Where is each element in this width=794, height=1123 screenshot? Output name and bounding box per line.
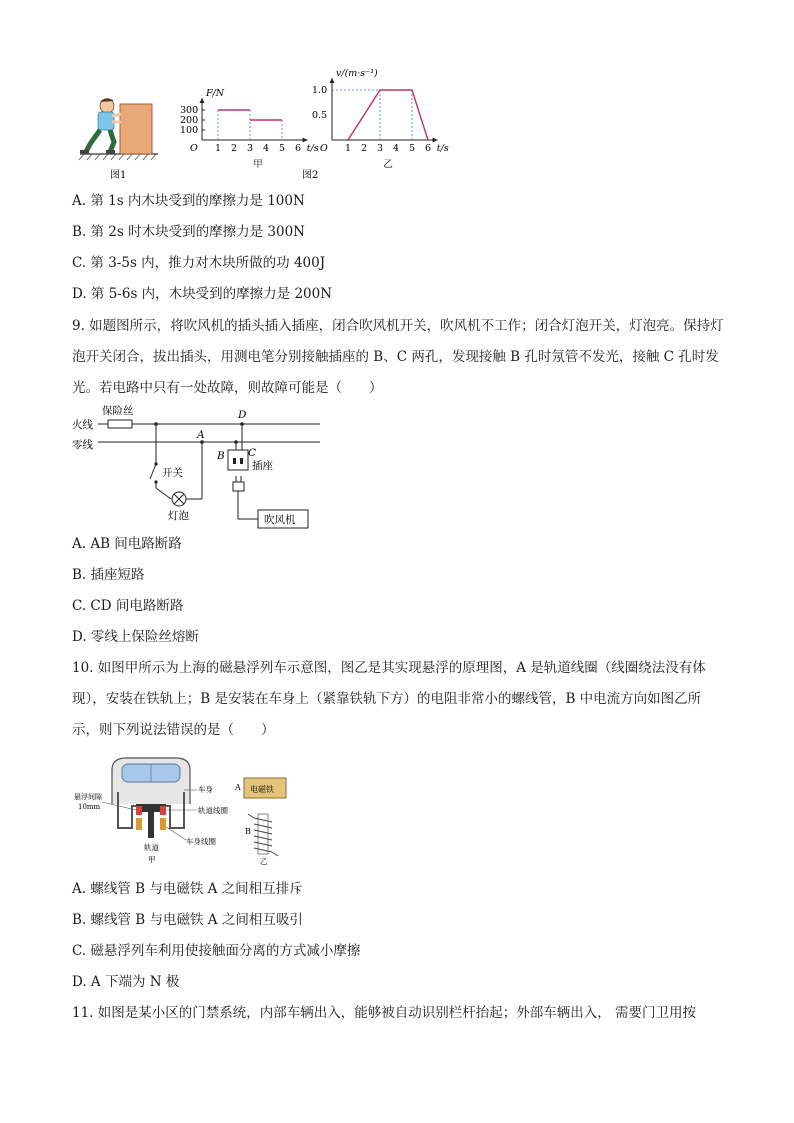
maglev-train-cross-section	[112, 758, 190, 838]
car-coil-label: 车身线圈	[186, 837, 216, 846]
q9-option-c: C. CD 间电路断路	[72, 598, 184, 614]
fig2-caption: 图2	[302, 170, 319, 181]
q10-option-d: D. A 下端为 N 极	[72, 974, 180, 990]
q9-option-a: A. AB 间电路断路	[72, 536, 182, 552]
graph_jia-x-arrow	[303, 138, 308, 143]
q9-option-d: D. 零线上保险丝熔断	[72, 629, 199, 645]
graph_jia-y-tick: 100	[180, 125, 199, 136]
q10-stem: 10. 如图甲所示为上海的磁悬浮列车示意图，图乙是其实现悬浮的原理图，A 是轨道线圈（线圈绕法没有体现），安装在铁轨上；B 是安装在车身上（紧靠铁轨下方）的电阻非常小的螺线管，B 中电流方向如图乙所示，则下列说法错误的是（ ）	[72, 660, 706, 738]
graph_yi-origin: O	[320, 143, 328, 154]
graph_yi-x-tick: 1	[345, 143, 352, 154]
bulb-icon	[172, 492, 186, 506]
q9-option-b: B. 插座短路	[72, 567, 145, 583]
circuit-bulb-label: 灯泡	[168, 510, 189, 522]
graph_jia-x-tick: 6	[295, 143, 302, 154]
q11-stem: 11. 如图是某小区的门禁系统，内部车辆出入，能够被自动识别栏杆抬起；外部车辆出入， 需要门卫用按	[72, 1005, 697, 1021]
switch-icon	[150, 464, 156, 479]
graph_yi-x-tick: 4	[393, 143, 400, 154]
q10-option-c: C. 磁悬浮列车利用使接触面分离的方式减小摩擦	[72, 943, 361, 959]
gap-value: 10mm	[78, 803, 101, 811]
body-label: 车身	[198, 785, 213, 794]
circuit-point-b: B	[217, 450, 225, 462]
fig1-caption: 图1	[110, 170, 127, 181]
q10-option-a: A. 螺线管 B 与电磁铁 A 之间相互排斥	[72, 881, 303, 897]
graph_yi-x-tick: 6	[425, 143, 432, 154]
q9-circuit-diagram	[70, 404, 330, 530]
figure-top	[70, 62, 449, 184]
graph_jia-x-tick: 3	[247, 143, 254, 154]
graph_yi-x-tick: 2	[361, 143, 368, 154]
graph_jia-x-tick: 5	[279, 143, 286, 154]
graph_jia-origin: O	[190, 143, 198, 154]
graph_jia-x-tick: 4	[263, 143, 270, 154]
graph_yi-y-tick: 1.0	[312, 85, 328, 96]
q8-option-c: C. 第 3-5s 内，推力对木块所做的功 400J	[72, 255, 326, 271]
socket-icon	[228, 450, 248, 470]
graph_jia-y-label: F/N	[206, 88, 225, 99]
graph_yi-x-tick: 5	[409, 143, 416, 154]
q9-stem: 9. 如题图所示，将吹风机的插头插入插座，闭合吹风机开关，吹风机不工作；闭合灯泡开关，灯泡亮。保持灯泡开关闭合，拔出插头，用测电笔分别接触插座的 B、C 两孔，发现接触 B 孔时氖管不发光，接触 C 孔时发光。若电路中只有一处故障，则故障可能是（ ）	[72, 318, 724, 396]
yi-label-b: B	[245, 827, 251, 836]
solenoid-b-icon	[248, 814, 278, 856]
graph_yi-x-tick: 3	[377, 143, 384, 154]
graph_yi-x-arrow	[433, 138, 438, 143]
circuit-fuse-label: 保险丝	[102, 405, 134, 417]
velocity-line	[348, 90, 428, 140]
circuit-switch-label: 开关	[162, 467, 183, 479]
fig-jia-caption: 甲	[148, 855, 156, 864]
electromagnet-label: 电磁铁	[250, 785, 274, 794]
q8-option-b: B. 第 2s 时木块受到的摩擦力是 300N	[72, 224, 305, 240]
circuit-point-a: A	[197, 429, 205, 441]
circuit-dryer-label: 吹风机	[264, 514, 296, 526]
q8-option-a: A. 第 1s 内木块受到的摩擦力是 100N	[72, 193, 305, 209]
graph_yi-caption: 乙	[383, 159, 393, 170]
q10-option-b: B. 螺线管 B 与电磁铁 A 之间相互吸引	[72, 912, 303, 928]
graph_yi-x-label: t/s	[436, 143, 449, 154]
track-label: 轨道	[144, 843, 159, 852]
fig-yi-caption: 乙	[260, 857, 268, 866]
graph_jia-y-tick: 300	[180, 105, 199, 116]
graph_yi-y-arrow	[330, 78, 335, 83]
graph_jia-y-tick: 200	[180, 115, 199, 126]
circuit-point-c: C	[248, 447, 257, 459]
circuit-live-label: 火线	[72, 419, 93, 431]
graph_yi-y-tick: 0.5	[312, 110, 328, 121]
graph_jia-y-arrow	[200, 98, 205, 103]
plug-icon	[233, 476, 258, 519]
circuit-point-d: D	[238, 409, 247, 421]
graph-yi	[312, 68, 449, 170]
track-coil-label: 轨道线圈	[198, 806, 228, 815]
fuse-icon	[108, 420, 132, 428]
yi-label-a: A	[235, 783, 241, 792]
graph-jia	[180, 88, 319, 170]
graph_jia-x-tick: 2	[231, 143, 238, 154]
circuit-neutral-label: 零线	[72, 439, 93, 451]
graph_jia-x-label: t/s	[306, 143, 319, 154]
circuit-socket-label: 插座	[252, 460, 273, 472]
graph_yi-y-label: v/(m·s⁻¹)	[336, 68, 378, 79]
boy-pushing-block-illustration	[79, 98, 158, 160]
q8-option-d: D. 第 5-6s 内，木块受到的摩擦力是 200N	[72, 286, 333, 302]
graph_jia-caption: 甲	[253, 159, 263, 170]
gap-label: 悬浮间隙	[74, 793, 102, 801]
graph_jia-x-tick: 1	[215, 143, 222, 154]
q10-maglev-figure	[72, 752, 302, 868]
